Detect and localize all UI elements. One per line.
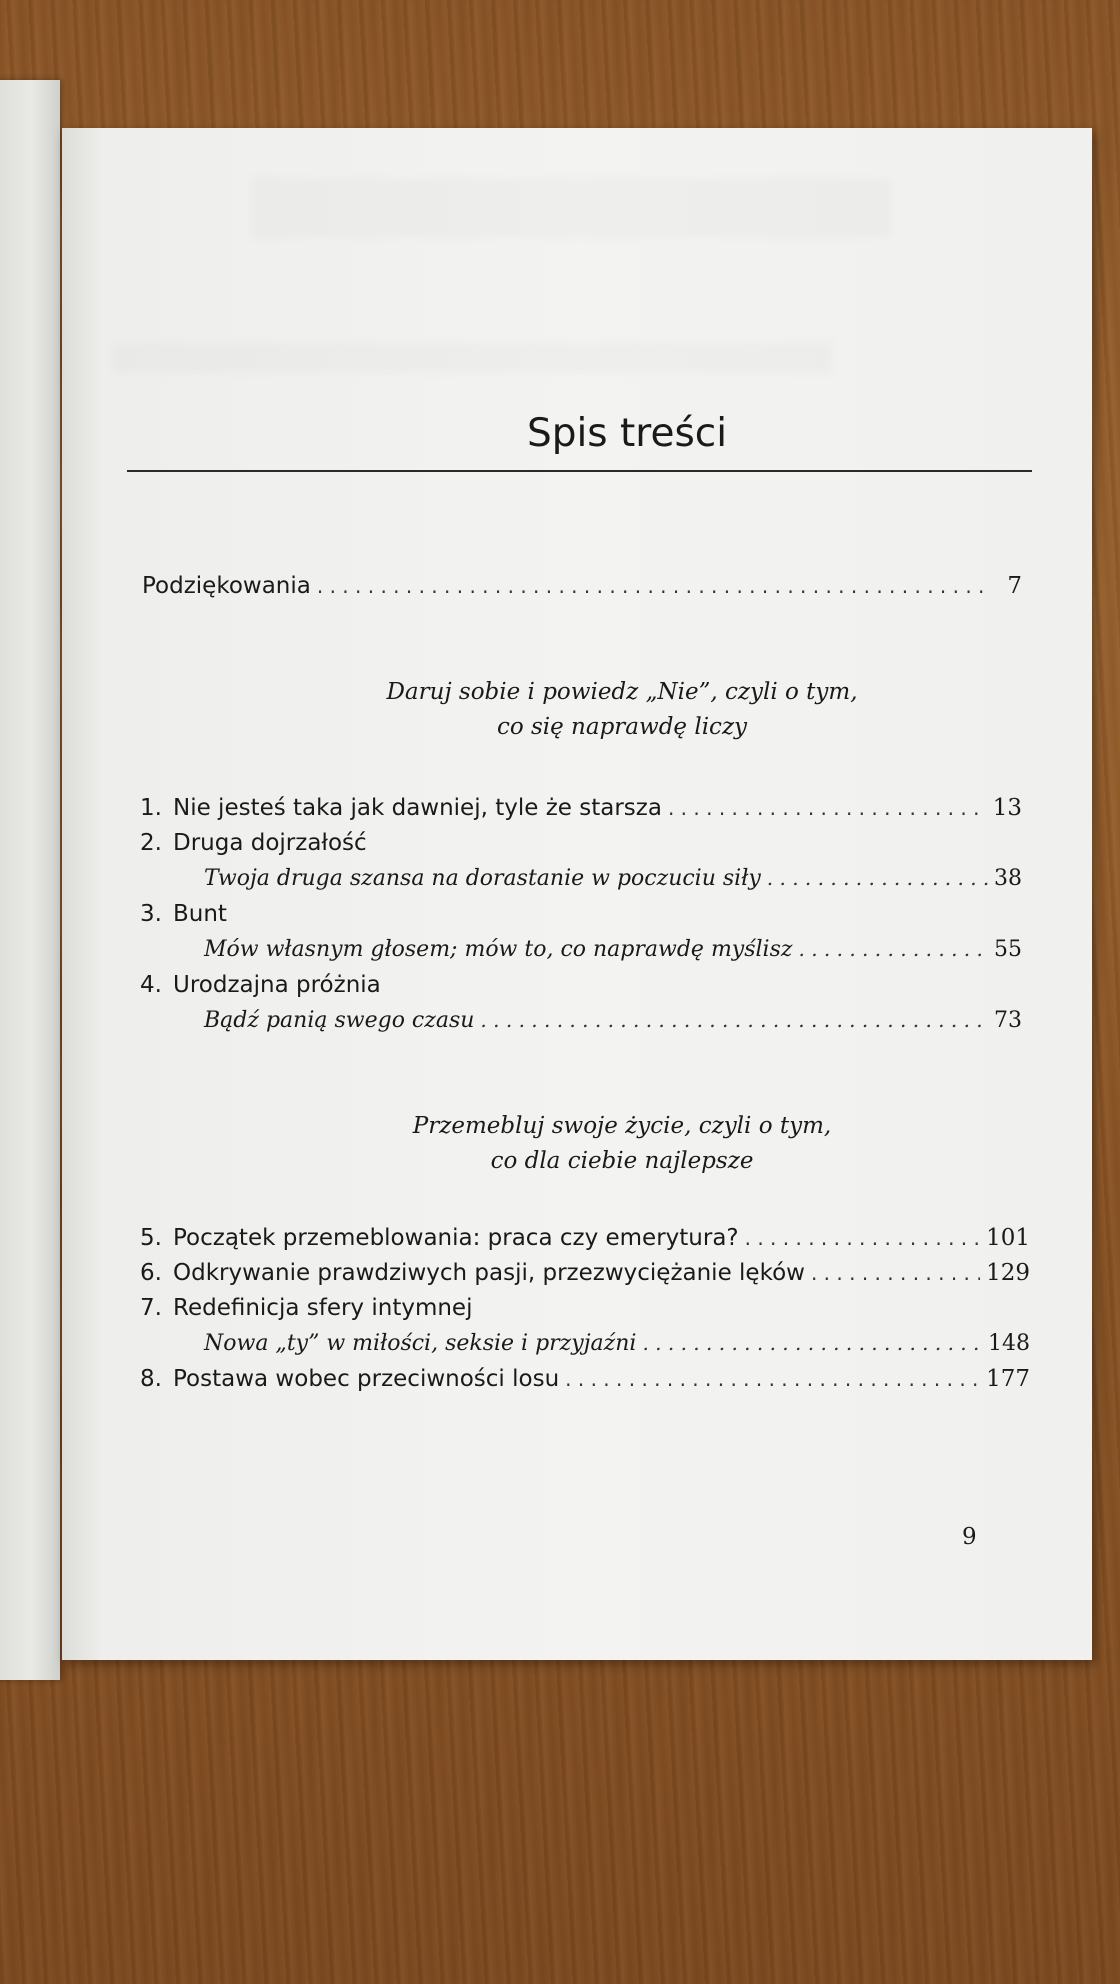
chapter-subtitle: Twoja druga szansa na dorastanie w poczuciu siły — [204, 866, 761, 891]
section-heading-line: Daruj sobie i powiedz „Nie”, czyli o tym, — [386, 679, 858, 705]
leader-dots — [480, 1008, 988, 1032]
toc-entry — [140, 972, 1022, 998]
toc-entry — [140, 1295, 1030, 1321]
chapter-page: 129 — [986, 1260, 1030, 1286]
section-heading — [107, 1109, 1120, 1179]
chapter-title: Urodzajna próżnia — [173, 972, 381, 998]
chapter-subtitle: Nowa „ty” w miłości, seksie i przyjaźni — [204, 1331, 637, 1356]
title-rule — [127, 470, 1032, 472]
toc-entry — [140, 1260, 1030, 1286]
chapter-number: 5. — [140, 1225, 162, 1251]
chapter-number: 2. — [140, 830, 162, 856]
toc-entry — [140, 830, 1022, 856]
chapter-number: 7. — [140, 1295, 162, 1321]
page-number: 9 — [962, 1524, 977, 1550]
toc-entry-subtitle — [204, 1008, 1022, 1033]
leader-dots — [642, 1331, 982, 1355]
chapter-page: 177 — [986, 1366, 1030, 1392]
toc-entry — [140, 795, 1022, 821]
show-through-blur — [252, 178, 892, 238]
section-heading — [107, 675, 1120, 745]
chapter-title: Postawa wobec przeciwności losu — [173, 1366, 560, 1392]
chapter-page: 55 — [994, 937, 1022, 962]
section-heading-line: co się naprawdę liczy — [496, 714, 748, 740]
page-title: Spis treści — [526, 411, 728, 456]
chapter-page: 38 — [994, 866, 1022, 891]
section-heading-line: co dla ciebie najlepsze — [490, 1148, 754, 1174]
leader-dots — [811, 1261, 980, 1285]
toc-entry-page: 7 — [1007, 573, 1022, 599]
toc-entry — [140, 901, 1022, 927]
chapter-number: 1. — [140, 795, 162, 821]
toc-entry-intro — [142, 573, 1022, 599]
chapter-title: Nie jesteś taka jak dawniej, tyle że starsza — [173, 795, 662, 821]
leader-dots — [745, 1226, 980, 1250]
toc-entry-label: Podziękowania — [142, 573, 311, 599]
section-heading-line: Przemebluj swoje życie, czyli o tym, — [412, 1113, 832, 1139]
chapter-subtitle: Bądź panią swego czasu — [204, 1008, 475, 1033]
leader-dots — [767, 866, 988, 890]
toc-entry — [140, 1225, 1030, 1251]
show-through-blur — [112, 343, 832, 373]
chapter-title: Początek przemeblowania: praca czy emerytura? — [173, 1225, 739, 1251]
chapter-number: 8. — [140, 1366, 162, 1392]
chapter-title: Druga dojrzałość — [173, 830, 367, 856]
chapter-page: 101 — [986, 1225, 1030, 1251]
toc-entry-subtitle — [204, 866, 1022, 891]
chapter-page: 148 — [988, 1331, 1030, 1356]
toc-entry — [140, 1366, 1030, 1392]
chapter-title: Odkrywanie prawdziwych pasji, przezwyciężanie lęków — [173, 1260, 805, 1286]
book-page — [62, 128, 1092, 1660]
previous-page-edge — [0, 80, 60, 1680]
chapter-title: Redefinicja sfery intymnej — [173, 1295, 473, 1321]
chapter-number: 3. — [140, 901, 162, 927]
toc-entry-subtitle — [204, 937, 1022, 962]
chapter-title: Bunt — [173, 901, 227, 927]
chapter-number: 6. — [140, 1260, 162, 1286]
leader-dots — [668, 796, 987, 820]
chapter-page: 73 — [994, 1008, 1022, 1033]
leader-dots — [317, 574, 990, 598]
chapter-page: 13 — [992, 795, 1022, 821]
leader-dots — [565, 1367, 980, 1391]
chapter-subtitle: Mów własnym głosem; mów to, co naprawdę myślisz — [204, 937, 793, 962]
toc-entry-subtitle — [204, 1331, 1030, 1356]
chapter-number: 4. — [140, 972, 162, 998]
leader-dots — [798, 937, 988, 961]
